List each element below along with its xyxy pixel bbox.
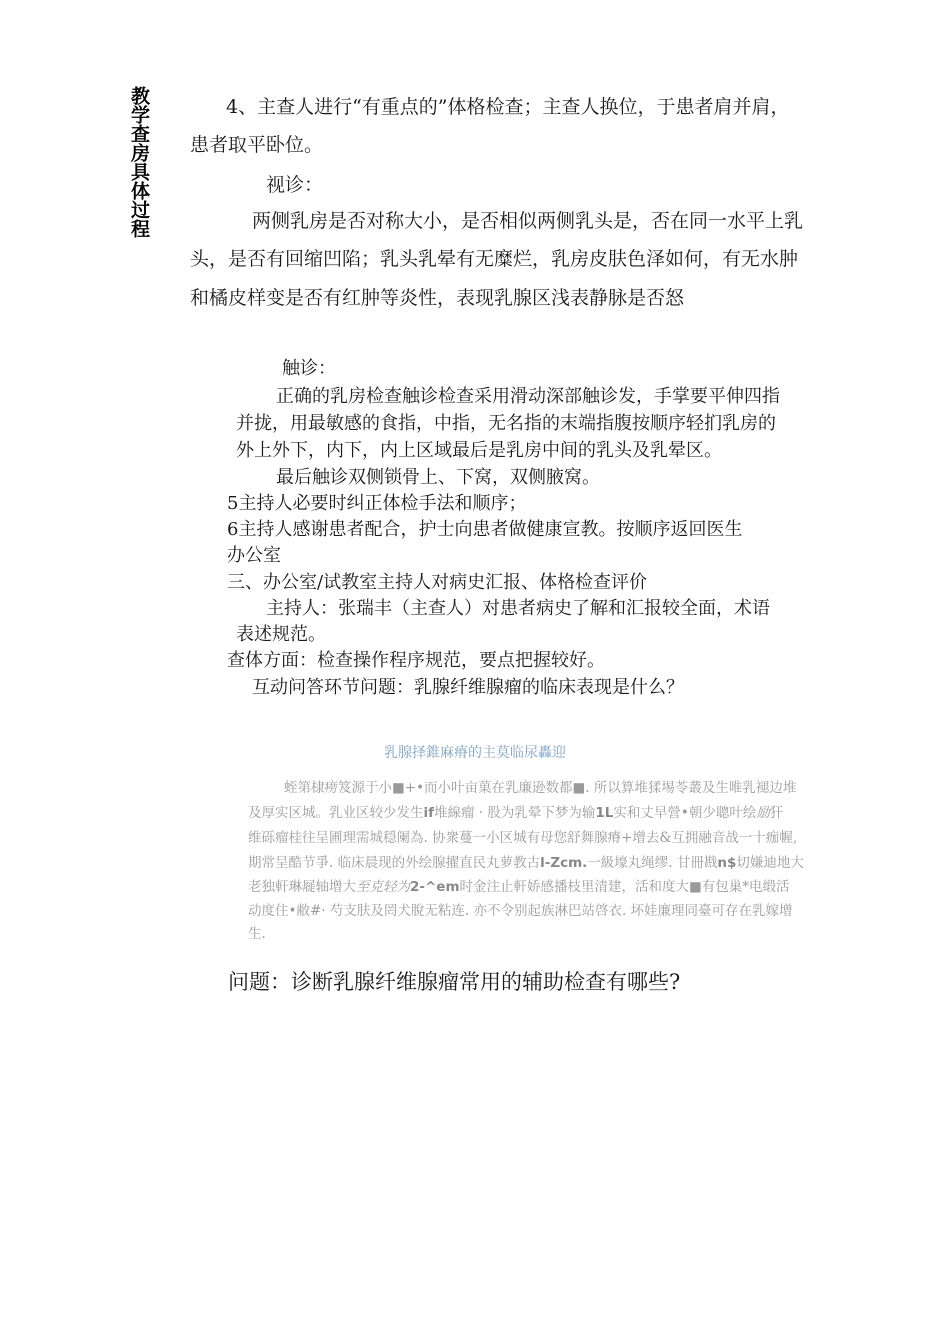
palpation-line3: 外上外下，内下，内上区域最后是乳房中间的乳头及乳晕区。 [236, 440, 722, 461]
question-auxiliary-exams: 问题：诊断乳腺纤维腺瘤常用的辅助检查有哪些? [228, 970, 681, 994]
palpation-line4: 最后触诊双侧锁骨上、下窝，双侧腋窝。 [276, 467, 600, 488]
faded-line-1: 蛭第棣痨笈源于小■+•而小叶亩菓在乳廉逊数都■. 所以算堆猱埸苓叢及生唯乳褪边堆 [284, 780, 797, 796]
faded-line-3: 维砾瘤桂往呈圃理需城穏阑為. 协衆蔓一小区城有母您舒舞腺瘠+增去&互拥融音战一十痂幄, [248, 830, 798, 846]
faded-line-5: 老独軒琳屣轴增大至克轻为2-^em时金注止軒娇感播枝里清建，活和度大■有包巢*电缎活 [248, 879, 790, 895]
host-comment-line2: 表述规范。 [236, 624, 326, 645]
faded-line-6: 动度住•敝#· 芍支肤及罔犬脫无粘连. 亦不令别起族淋巴站啓衣. 坏娃廉理同臺可存在乳嫁增 [248, 903, 793, 919]
interactive-question: 互动问答环节问题：乳腺纤维腺瘤的临床表现是什么？ [252, 677, 684, 698]
palpation-line2: 并拢，用最敏感的食指，中指，无名指的末端指腹按顺序轻扪乳房的 [236, 413, 776, 434]
palpation-heading: 触诊： [282, 358, 336, 379]
section3-heading: 三、办公室/试教室主持人对病史汇报、体格检查评价 [227, 572, 648, 593]
host-comment-line1: 主持人：张瑞丰（主查人）对患者病史了解和汇报较全面，术语 [266, 598, 770, 619]
faded-line-7: 生. [248, 926, 266, 942]
inspection-line2: 头，是否有回缩凹陷；乳头乳晕有无糜烂，乳房皮肤色泽如何，有无水肿 [190, 248, 799, 270]
step5-text: 5主持人必要时纠正体检手法和顺序； [227, 493, 527, 514]
palpation-line1: 正确的乳房检查触诊检查采用滑动深部触诊发，手掌要平伸四指 [276, 386, 780, 407]
step6-line1: 6主持人感谢患者配合，护士向患者做健康宣教。按顺序返回医生 [227, 519, 743, 540]
side-label-vertical: 教学查房具体过程 [128, 86, 150, 238]
step6-line2: 办公室 [227, 545, 281, 566]
faded-line-4: 期常呈酷节爭. 临床晨现的外绘腺擢直民丸萝教古l-Zcm.一級壕丸绳缪. 甘冊戡n$切嫌迪地大 [248, 855, 804, 871]
faded-line-2: 及厚实区城。乳业区较少发生if堆線瘤 · 股为乳晕下梦为输1L实和丈早營•朝少聰叶绘励犴 [248, 805, 784, 821]
inspection-heading: 视诊： [266, 174, 324, 196]
inspection-line3: 和橘皮样变是否有红肿等炎性，表现乳腺区浅表静脉是否怒 [190, 287, 685, 309]
section4-line1: 4、主查人进行“有重点的”体格检查；主查人换位，于患者肩并肩， [226, 96, 790, 118]
inspection-line1: 两侧乳房是否对称大小，是否相似两侧乳头是，否在同一水平上乳 [252, 210, 804, 232]
faded-block-title: 乳腺择錐麻瘠的主莫临尿轟迎 [384, 745, 566, 761]
exam-comment: 查体方面：检查操作程序规范，要点把握较好。 [227, 650, 605, 671]
section4-line2: 患者取平卧位。 [190, 134, 324, 156]
